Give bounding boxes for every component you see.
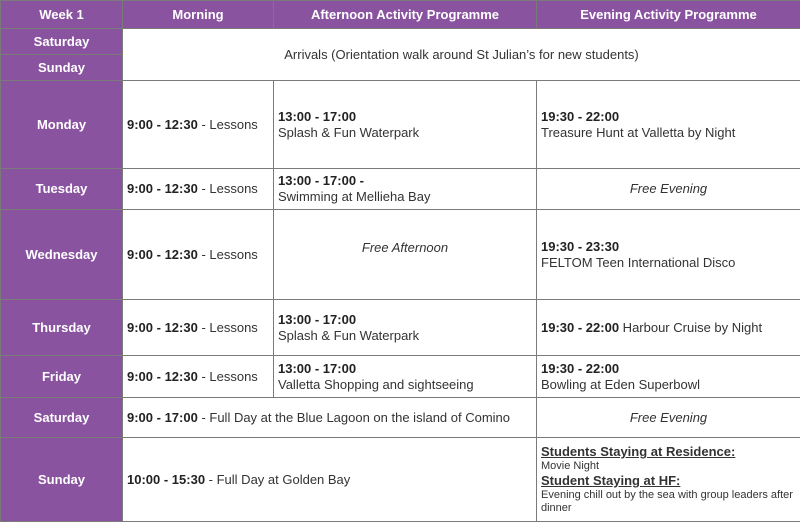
morning-cell [123,356,274,398]
residence-title: Students Staying at Residence: [541,444,736,459]
day-label: Saturday [1,398,123,438]
afternoon-cell [274,81,537,169]
time-text: 9:00 - 12:30 [127,319,198,335]
activity-text: - Lessons [197,116,258,132]
activity-text: - Lessons [197,181,258,196]
table-row [1,210,800,300]
table-row [1,356,800,398]
afternoon-cell [274,300,537,356]
day-label: Friday [1,356,123,398]
activity-text: Treasure Hunt at Valletta by Night [541,124,736,140]
evening-cell [537,356,800,398]
table-row [1,438,800,522]
header-evening: Evening Activity Programme [537,1,800,29]
activity-text: FELTOM Teen International Disco [541,254,736,270]
time-text: 19:30 - 23:30 [541,238,620,254]
time-text: 13:00 - 17:00 [278,311,357,327]
evening-cell: Free Evening [537,398,800,438]
activity-text: - Lessons [197,319,258,335]
activity-text: - Full Day at the Blue Lagoon on the island of Comino [197,409,511,425]
residence-text: Movie Night [541,460,600,472]
evening-cell [537,81,800,169]
day-label: Tuesday [1,169,123,210]
time-text: 9:00 - 12:30 [127,368,198,384]
time-text: 19:30 - 22:00 [541,319,620,335]
time-text: 19:30 - 22:00 [541,108,620,124]
afternoon-cell [274,169,537,210]
afternoon-cell: Free Afternoon [274,210,537,300]
activity-text: Splash & Fun Waterpark [278,327,420,343]
morning-cell [123,300,274,356]
table-row [1,300,800,356]
time-text: 9:00 - 17:00 [127,409,198,425]
evening-cell [537,438,800,522]
morning-cell [123,169,274,210]
activity-text: - Lessons [197,246,258,262]
day-label: Saturday [1,29,123,55]
activity-text: Swimming at Mellieha Bay [278,189,431,204]
evening-cell: Free Evening [537,169,800,210]
activity-text: - Full Day at Golden Bay [205,471,351,487]
afternoon-cell [274,356,537,398]
morning-cell [123,81,274,169]
table-row [1,81,800,169]
activity-text: Bowling at Eden Superbowl [541,376,700,392]
header-afternoon: Afternoon Activity Programme [274,1,537,29]
activity-text: Splash & Fun Waterpark [278,124,420,140]
table-row [1,29,800,55]
fullday-cell [123,438,537,522]
time-text: 9:00 - 12:30 [127,116,198,132]
morning-cell [123,210,274,300]
time-text: 9:00 - 12:30 [127,181,198,196]
table-row [1,169,800,210]
time-text: 13:00 - 17:00 [278,108,357,124]
day-label: Sunday [1,55,123,81]
time-text: 13:00 - 17:00 - [278,173,364,188]
evening-cell [537,300,800,356]
hf-text: Evening chill out by the sea with group leaders after dinner [541,489,793,514]
evening-cell [537,210,800,300]
activity-text: - Lessons [197,368,258,384]
hf-title: Student Staying at HF: [541,473,681,488]
table-row [1,398,800,438]
arrivals-cell: Arrivals (Orientation walk around St Julian’s for new students) [123,29,800,81]
header-morning: Morning [123,1,274,29]
time-text: 19:30 - 22:00 [541,360,620,376]
time-text: 13:00 - 17:00 [278,360,357,376]
day-label: Wednesday [1,210,123,300]
day-label: Monday [1,81,123,169]
time-text: 10:00 - 15:30 [127,471,206,487]
time-text: 9:00 - 12:30 [127,246,198,262]
header-week: Week 1 [1,1,123,29]
fullday-cell [123,398,537,438]
activity-text: Valletta Shopping and sightseeing [278,376,474,392]
activity-text: Harbour Cruise by Night [619,319,763,335]
day-label: Thursday [1,300,123,356]
header-row [1,1,800,29]
day-label: Sunday [1,438,123,522]
